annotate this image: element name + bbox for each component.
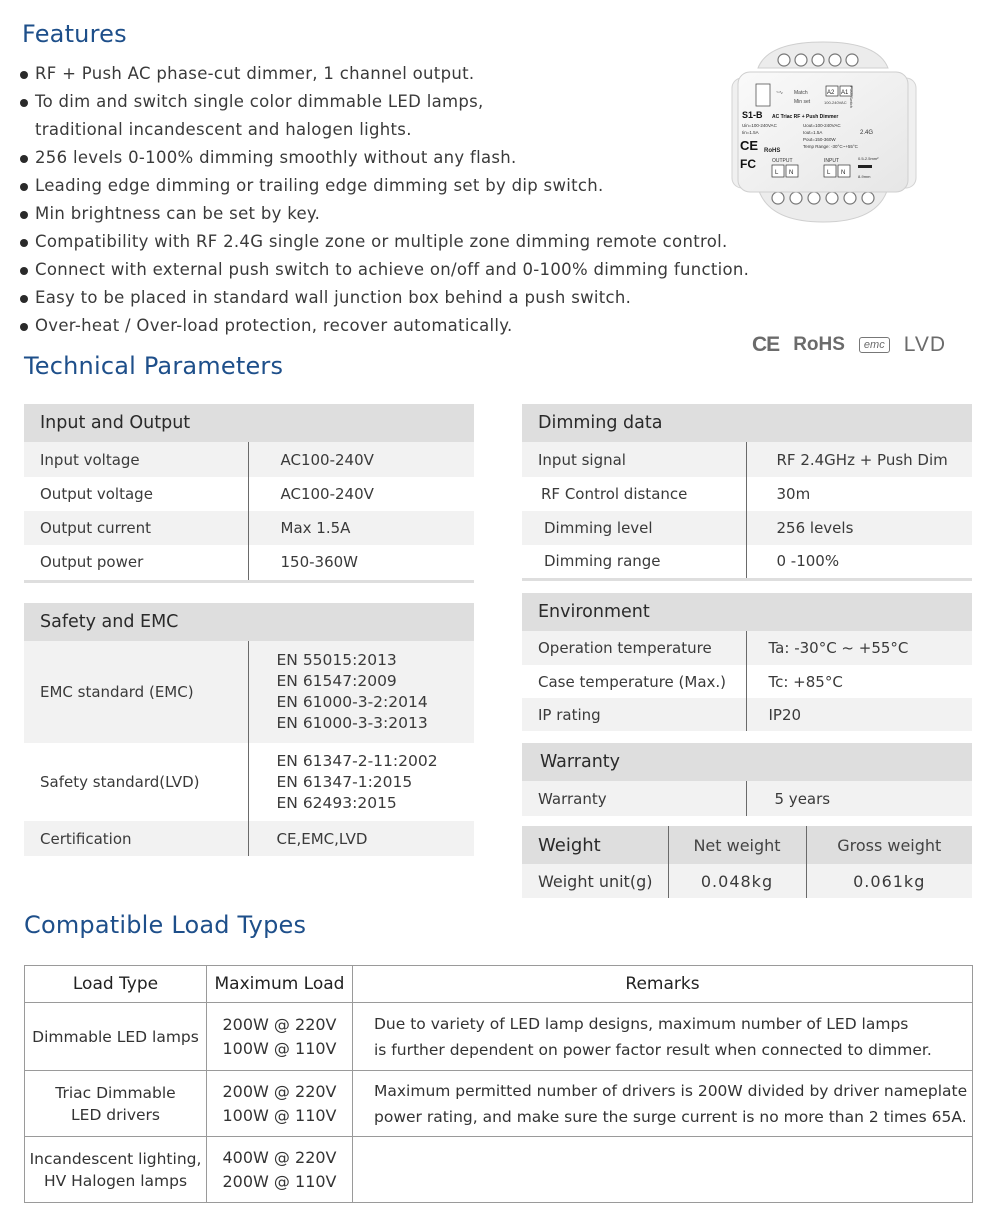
table-title: Warranty [522,743,972,781]
product-minset: Min set [794,99,811,105]
lvd-standard-values [248,743,474,821]
param-label: Dimming range [522,545,746,579]
table-row [25,1003,973,1071]
product-in-n: N [841,170,846,176]
certification-logos [752,332,946,358]
gross-weight-value: 0.061kg [806,864,972,898]
param-value: AC100-240V [248,477,474,511]
param-label: Output current [24,511,248,545]
svg-text:CE: CE [740,138,759,153]
product-in-l: L [827,170,831,176]
product-iout: Iout=1.5A [803,130,823,135]
load-type: LED drivers [71,1105,160,1124]
feature-item: Connect with external push switch to achieve on/off and 0-100% dimming function. [18,256,778,284]
remark-line: Due to variety of LED lamp designs, maximum number of LED lamps [374,1014,909,1033]
param-value: CE,EMC,LVD [248,821,474,856]
feature-item: Leading edge dimming or trailing edge dimming set by dip switch. [18,172,778,200]
product-image [728,38,918,228]
max-load: 100W @ 110V [222,1105,337,1125]
product-a2: A2 [827,90,835,96]
load-type: Incandescent lighting, [29,1149,202,1168]
technical-heading: Technical Parameters [24,352,284,380]
safety-emc-table [24,603,474,856]
dimming-data-table [522,404,972,581]
table-row [25,1071,973,1137]
svg-text:FC: FC [740,157,756,171]
table-title: Environment [522,593,972,631]
product-uout: Uout=100-240VAC [803,123,841,128]
feature-item: RF + Push AC phase-cut dimmer, 1 channel output. [18,60,778,88]
remark-line: is further dependent on power factor result when connected to dimmer. [374,1040,932,1059]
gross-weight-header: Gross weight [806,826,972,864]
feature-item: Min brightness can be set by key. [18,200,778,228]
param-value: 150-360W [248,545,474,581]
product-rf: 2.4G [860,130,874,136]
product-rohs: RoHS [764,148,781,154]
product-out-n: N [789,170,794,176]
product-output-label: OUTPUT [772,158,793,164]
param-value: RF 2.4GHz + Push Dim [746,442,972,477]
param-label: RF Control distance [522,477,746,511]
column-header: Remarks [353,966,973,1003]
param-value: 256 levels [746,511,972,545]
features-list [18,60,781,340]
param-value: 30m [746,477,972,511]
rohs-logo: RoHS [793,334,845,355]
product-push-switch: Push Switch [849,86,854,109]
product-uin: Uin=100-240VAC [742,123,777,128]
feature-item-continuation: traditional incandescent and halogen lights. [35,120,412,139]
product-name: AC Triac RF + Push Dimmer [772,114,839,120]
param-value: Max 1.5A [248,511,474,545]
load-type: Dimmable LED lamps [32,1027,199,1046]
param-label: Output power [24,545,248,581]
param-label: Warranty [522,781,746,816]
param-label: Output voltage [24,477,248,511]
table-title: Safety and EMC [24,603,474,641]
weight-table [522,826,972,898]
input-output-table [24,404,474,583]
param-label: IP rating [522,698,746,731]
param-value: 0 -100% [746,545,972,579]
product-match: Match [794,90,808,96]
emc-standard-values [248,641,474,743]
param-label: Case temperature (Max.) [522,665,746,698]
param-label: EMC standard (EMC) [24,641,248,743]
load-types-table [24,965,973,1203]
net-weight-header: Net weight [668,826,806,864]
column-header: Maximum Load [207,966,353,1003]
feature-item: To dim and switch single color dimmable LED lamps, [18,88,778,116]
product-wire: 0.5-2.5mm² [858,156,879,161]
feature-item: Easy to be placed in standard wall junction box behind a push switch. [18,284,778,312]
feature-item: Over-heat / Over-load protection, recover automatically. [18,312,778,340]
emc-standard: EN 61547:2009 [276,672,397,690]
remark-empty [353,1137,973,1203]
product-pout: Pout=150-360W [803,137,836,142]
max-load: 200W @ 220V [222,1014,337,1034]
max-load: 100W @ 110V [222,1038,337,1058]
emc-standard: EN 61000-3-2:2014 [276,693,428,711]
product-a1: A1 [841,90,849,96]
lvd-standard: EN 61347-1:2015 [276,772,413,791]
product-temp: Temp Range: -30°C~+55°C [803,144,858,149]
product-iin: Iin=1.5A [742,130,759,135]
ce-logo: CE [752,333,780,356]
remark-line: Maximum permitted number of drivers is 200W divided by driver nameplate [374,1081,968,1100]
table-title: Input and Output [24,404,474,442]
emc-standard: EN 61000-3-3:2013 [276,714,428,732]
environment-table [522,593,972,731]
table-title: Dimming data [522,404,972,442]
table-row [25,1137,973,1203]
param-label: Input voltage [24,442,248,477]
param-label: Dimming level [522,511,746,545]
product-out-l: L [775,170,779,176]
lvd-standard: EN 61347-2-11:2002 [276,751,438,770]
param-value: Ta: -30°C ~ +55°C [746,631,972,665]
warranty-table [522,743,972,816]
product-strip: 8-9mm [858,174,871,179]
param-value: IP20 [746,698,972,731]
param-label: Operation temperature [522,631,746,665]
param-value: 5 years [746,781,972,816]
param-label: Certification [24,821,248,856]
load-type: HV Halogen lamps [43,1171,188,1190]
load-type: Triac Dimmable [55,1083,176,1102]
svg-text:~∿: ~∿ [776,90,784,96]
max-load: 400W @ 220V [222,1147,337,1167]
lvd-standard: EN 62493:2015 [276,793,397,812]
feature-item: 256 levels 0-100% dimming smoothly without any flash. [18,144,778,172]
emc-logo: emc [859,337,890,353]
param-value: Tc: +85°C [746,665,972,698]
feature-item: Compatibility with RF 2.4G single zone or multiple zone dimming remote control. [18,228,778,256]
remark-line: power rating, and make sure the surge current is no more than 2 times 65A. [374,1107,967,1126]
product-model: S1-B [742,110,763,120]
column-header: Load Type [25,966,207,1003]
net-weight-value: 0.048kg [668,864,806,898]
product-vac: 100-240VAC [824,100,847,105]
lvd-logo: LVD [903,333,946,356]
features-heading: Features [22,20,127,48]
emc-standard: EN 55015:2013 [276,651,397,669]
param-label: Safety standard(LVD) [24,743,248,821]
param-label: Input signal [522,442,746,477]
product-input-label: INPUT [824,158,839,164]
load-types-heading: Compatible Load Types [24,911,307,939]
param-value: AC100-240V [248,442,474,477]
max-load: 200W @ 220V [222,1081,337,1101]
table-title: Weight [522,826,668,864]
weight-unit-label: Weight unit(g) [522,864,668,898]
max-load: 200W @ 110V [222,1171,337,1191]
